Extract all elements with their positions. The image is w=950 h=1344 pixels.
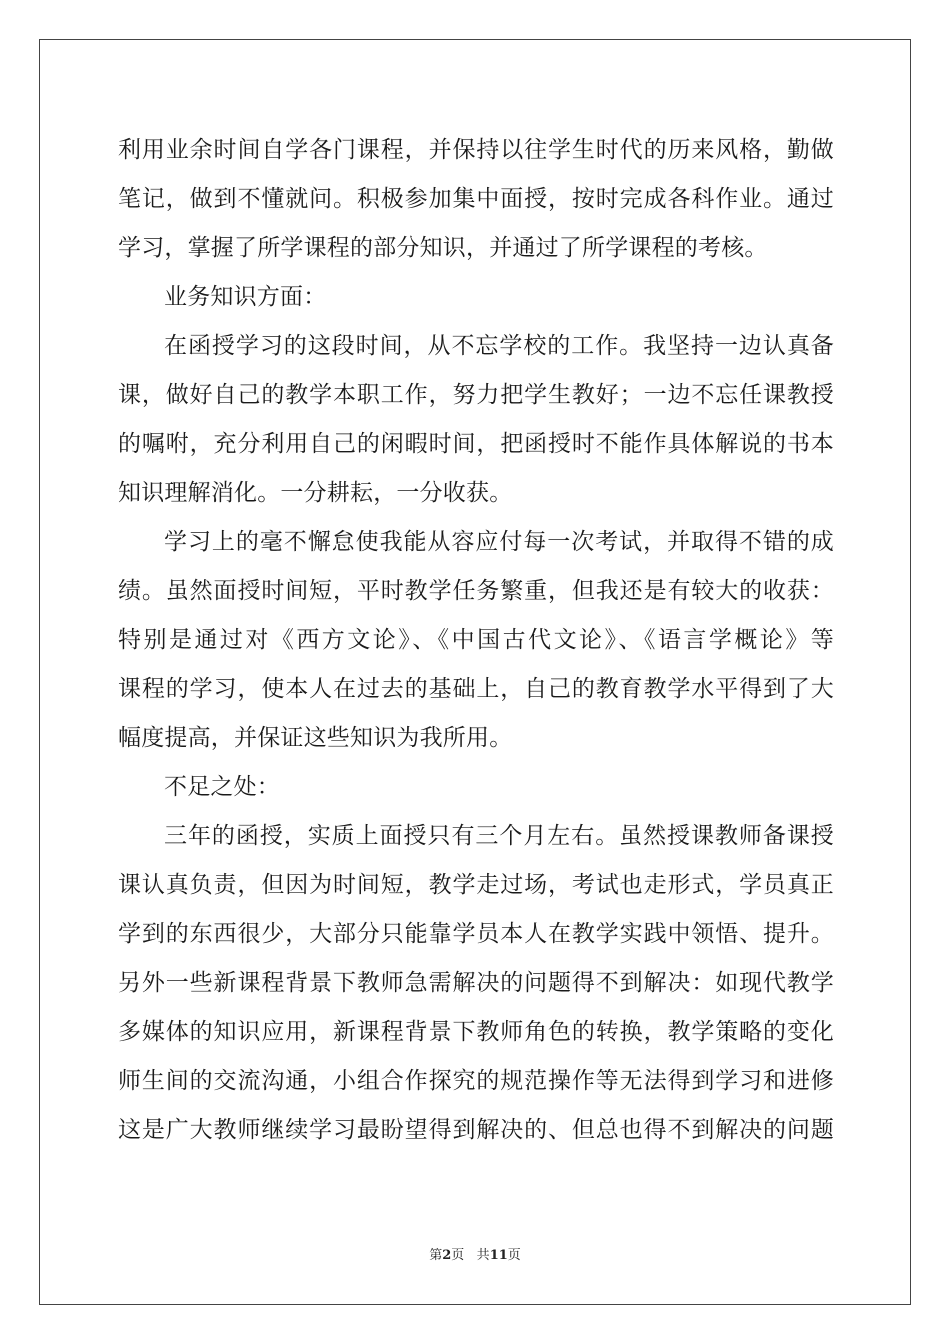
text-line: 课认真负责，但因为时间短，教学走过场，考试也走形式，学员真正 xyxy=(118,872,834,898)
text-line: 学到的东西很少，大部分只能靠学员本人在教学实践中领悟、提升。 xyxy=(118,921,834,947)
total-label-suffix: 页 xyxy=(507,1248,521,1263)
text-line: 师生间的交流沟通，小组合作探究的规范操作等无法得到学习和进修 xyxy=(118,1068,834,1094)
text-line: 学习上的毫不懈怠使我能从容应付每一次考试，并取得不错的成 xyxy=(164,529,834,555)
text-line: 多媒体的知识应用，新课程背景下教师角色的转换，教学策略的变化 xyxy=(118,1019,834,1045)
text-line: 笔记，做到不懂就问。积极参加集中面授，按时完成各科作业。通过 xyxy=(118,186,834,212)
text-line: 利用业余时间自学各门课程，并保持以往学生时代的历来风格，勤做 xyxy=(118,137,834,163)
page-label-suffix: 页 xyxy=(451,1248,465,1263)
current-page-number: 2 xyxy=(442,1248,452,1263)
text-line: 这是广大教师继续学习最盼望得到解决的、但总也得不到解决的问题 xyxy=(118,1117,834,1143)
text-line: 幅度提高，并保证这些知识为我所用。 xyxy=(118,725,513,751)
page-footer xyxy=(0,1244,950,1263)
text-line: 的嘱咐，充分利用自己的闲暇时间，把函授时不能作具体解说的书本 xyxy=(118,431,834,457)
page-label-prefix: 第 xyxy=(429,1248,443,1263)
document-body xyxy=(118,126,834,1155)
section-heading: 不足之处： xyxy=(164,774,280,800)
text-line: 知识理解消化。一分耕耘，一分收获。 xyxy=(118,480,513,506)
text-line: 另外一些新课程背景下教师急需解决的问题得不到解决：如现代教学 xyxy=(118,970,834,996)
text-line: 课，做好自己的教学本职工作，努力把学生教好；一边不忘任课教授 xyxy=(118,382,834,408)
text-line: 学习，掌握了所学课程的部分知识，并通过了所学课程的考核。 xyxy=(118,235,768,261)
text-line: 三年的函授，实质上面授只有三个月左右。虽然授课教师备课授 xyxy=(164,823,834,849)
text-line: 课程的学习，使本人在过去的基础上，自己的教育教学水平得到了大 xyxy=(118,676,834,702)
text-line: 在函授学习的这段时间，从不忘学校的工作。我坚持一边认真备 xyxy=(164,333,834,359)
section-heading: 业务知识方面： xyxy=(164,284,327,310)
text-line: 特别是通过对《西方文论》、《中国古代文论》、《语言学概论》等 xyxy=(118,627,834,653)
text-line: 绩。虽然面授时间短，平时教学任务繁重，但我还是有较大的收获： xyxy=(118,578,834,604)
total-page-count: 11 xyxy=(489,1248,508,1263)
total-label-prefix: 共 xyxy=(476,1248,490,1263)
